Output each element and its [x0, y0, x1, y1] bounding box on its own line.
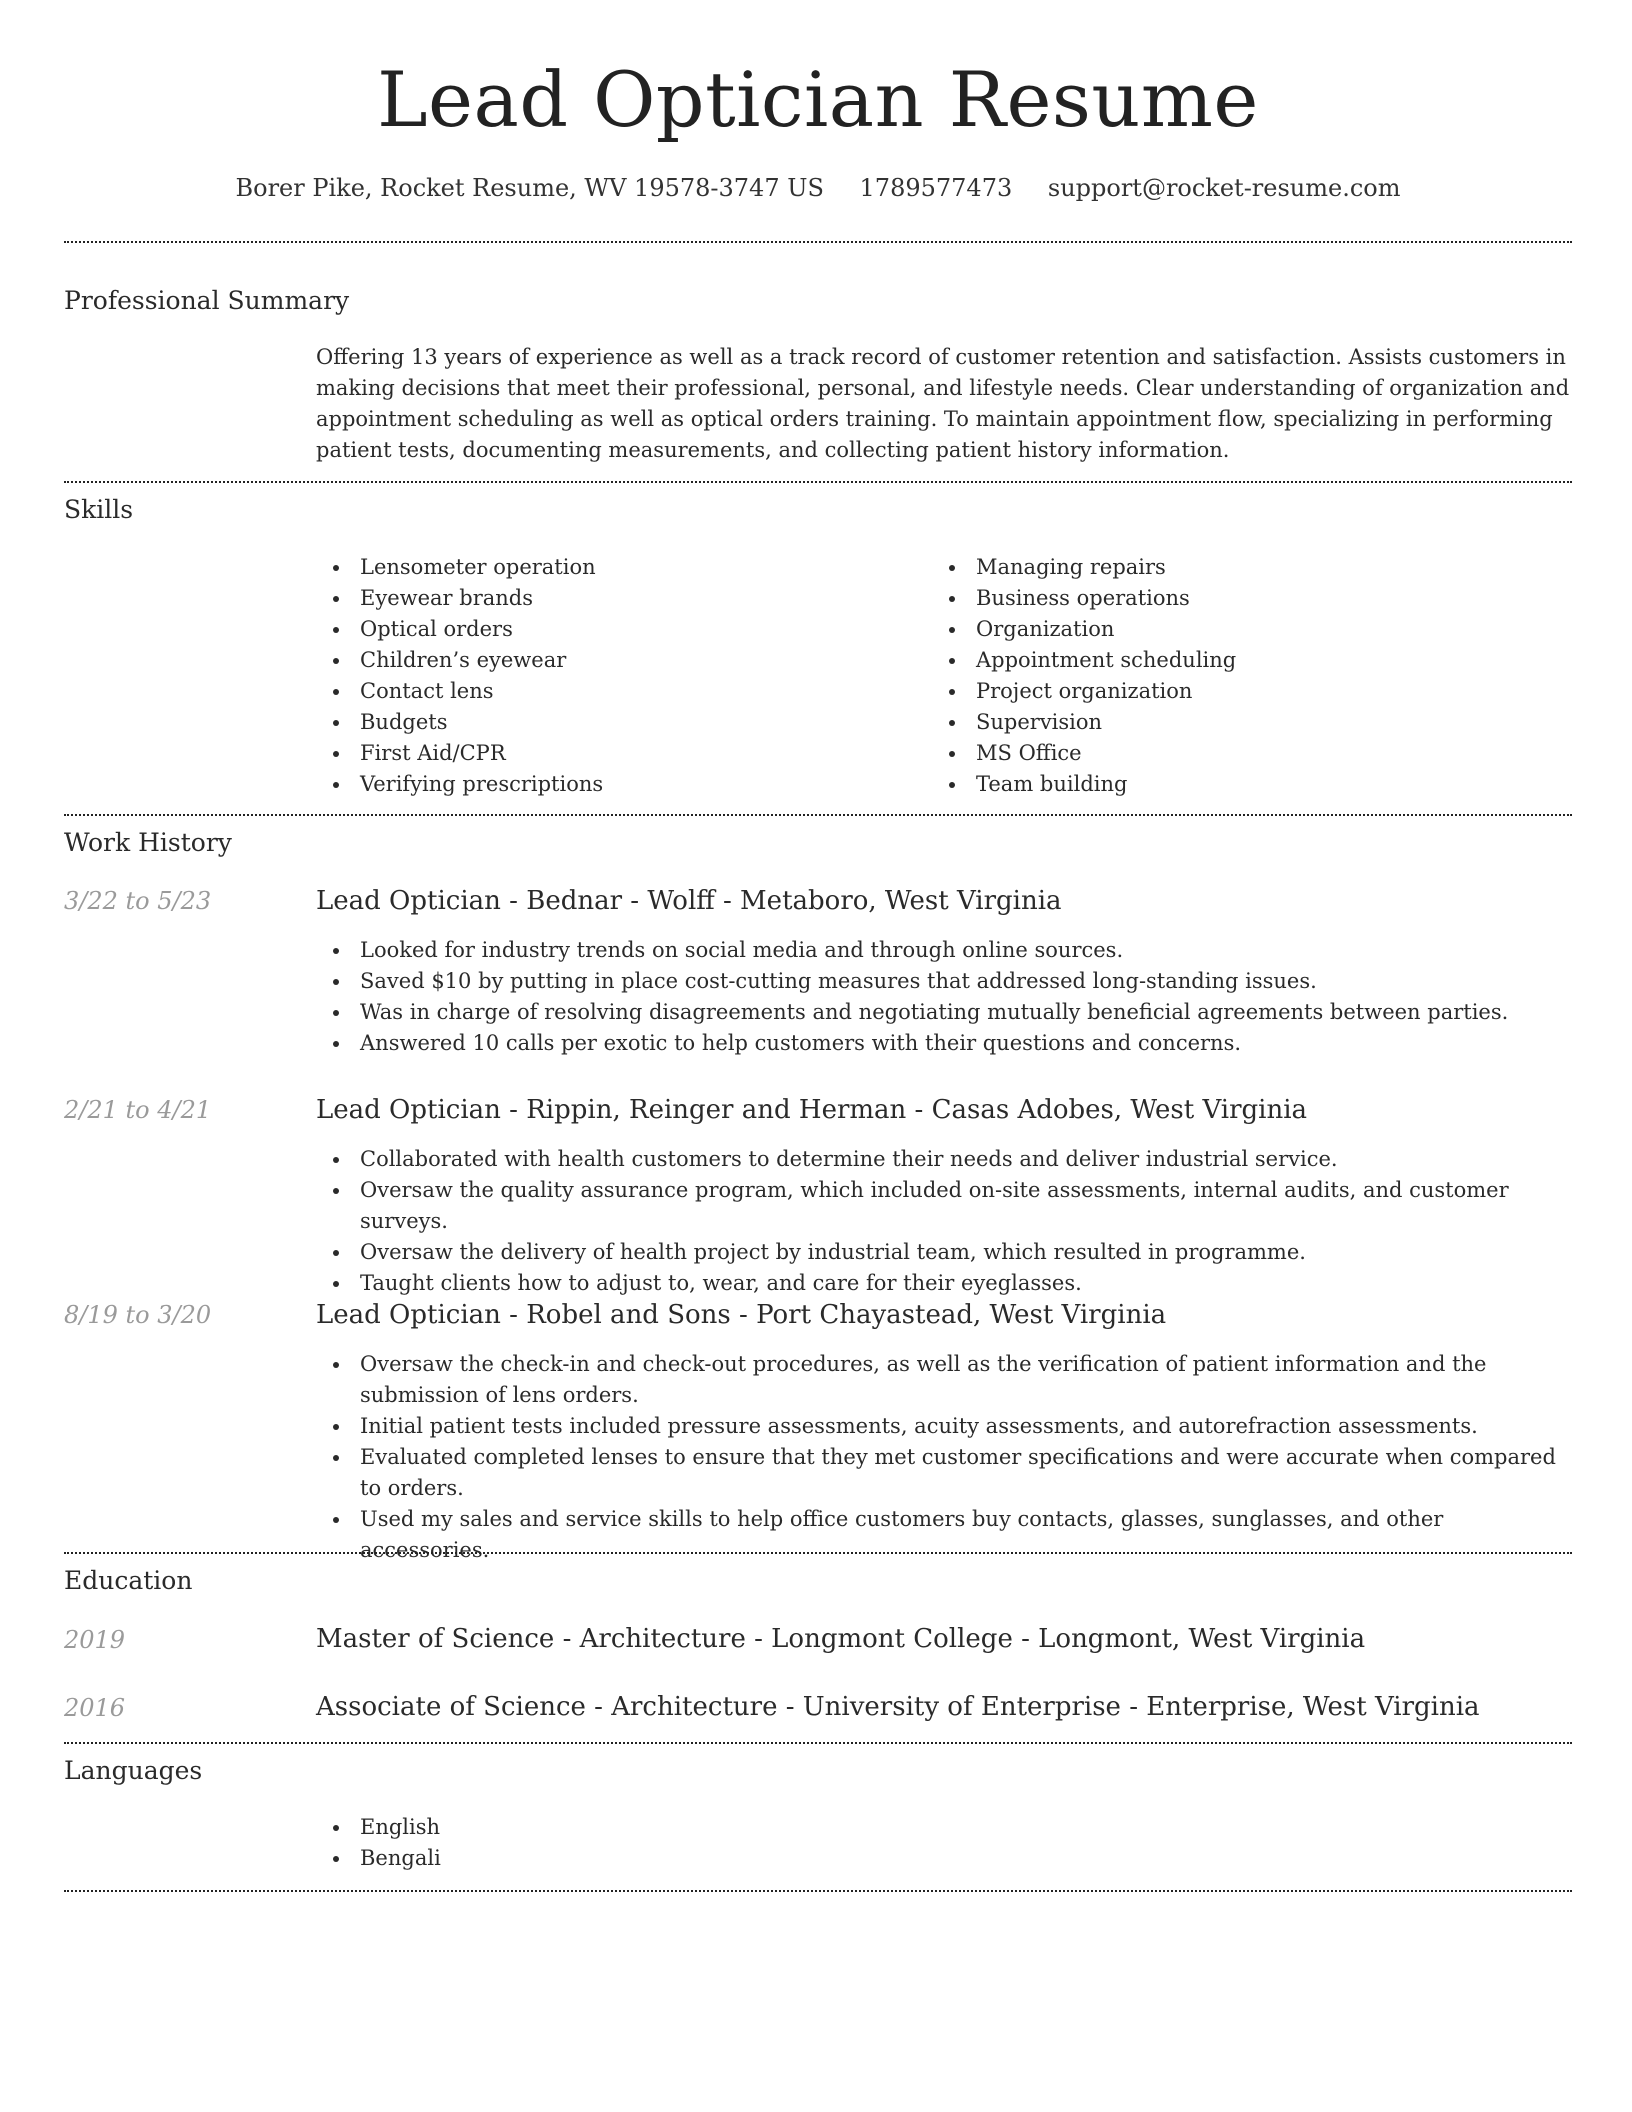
job-duties [316, 935, 1572, 1059]
skill-item: Project organization [932, 676, 1572, 707]
skill-item: Supervision [932, 707, 1572, 738]
divider [64, 814, 1572, 816]
skill-item: Verifying prescriptions [316, 769, 916, 800]
email: support@rocket-resume.com [1047, 174, 1401, 202]
summary-text: Offering 13 years of experience as well as a track record of customer retention and satisfaction. Assists customers in making decisions that meet their professional, personal, and lifestyle needs. Clear understanding of organization and appointment scheduling as well as optical orders training. To maintain appointment flow, specializing in performing patient tests, documenting measurements, and collecting patient history information. [316, 345, 1570, 462]
job-dates: 8/19 to 3/20 [64, 1301, 212, 1329]
job-title: Lead Optician - Bednar - Wolff - Metaboro, West Virginia [316, 886, 1062, 916]
divider [64, 241, 1572, 243]
education-title: Associate of Science - Architecture - University of Enterprise - Enterprise, West Virginia [316, 1692, 1480, 1722]
duty-item: Used my sales and service skills to help office customers buy contacts, glasses, sunglasses, and other accessories. [316, 1504, 1572, 1566]
phone: 1789577473 [859, 174, 1013, 202]
skill-item: Organization [932, 614, 1572, 645]
duty-item: Collaborated with health customers to determine their needs and deliver industrial service. [316, 1144, 1572, 1175]
divider [64, 481, 1572, 483]
duty-item: Was in charge of resolving disagreements and negotiating mutually beneficial agreements between parties. [316, 997, 1572, 1028]
duty-item: Taught clients how to adjust to, wear, and care for their eyeglasses. [316, 1268, 1572, 1299]
job-dates: 2/21 to 4/21 [64, 1096, 212, 1124]
skill-item: Managing repairs [932, 552, 1572, 583]
skills-list-right [932, 552, 1572, 800]
education-title: Master of Science - Architecture - Longmont College - Longmont, West Virginia [316, 1624, 1366, 1654]
job-duties [316, 1349, 1572, 1566]
duty-item: Initial patient tests included pressure assessments, acuity assessments, and autorefraction assessments. [316, 1411, 1572, 1442]
duty-item: Answered 10 calls per exotic to help customers with their questions and concerns. [316, 1028, 1572, 1059]
language-item: English [316, 1812, 1572, 1843]
divider [64, 1742, 1572, 1744]
languages-list [316, 1812, 1572, 1874]
skill-item: Contact lens [316, 676, 916, 707]
skill-item: Team building [932, 769, 1572, 800]
skill-item: Lensometer operation [316, 552, 916, 583]
duty-item: Saved $10 by putting in place cost-cutting measures that addressed long-standing issues. [316, 966, 1572, 997]
skill-item: Optical orders [316, 614, 916, 645]
skill-item: Eyewear brands [316, 583, 916, 614]
duty-item: Oversaw the quality assurance program, which included on-site assessments, internal audits, and customer surveys. [316, 1175, 1572, 1237]
divider [64, 1890, 1572, 1892]
duty-item: Oversaw the delivery of health project by industrial team, which resulted in programme. [316, 1237, 1572, 1268]
skill-item: Business operations [932, 583, 1572, 614]
skill-item: Appointment scheduling [932, 645, 1572, 676]
education-year: 2019 [64, 1626, 126, 1654]
skills-heading: Skills [64, 495, 134, 524]
skill-item: Children’s eyewear [316, 645, 916, 676]
skill-item: MS Office [932, 738, 1572, 769]
languages-heading: Languages [64, 1756, 203, 1785]
divider [64, 1552, 1572, 1554]
job-title: Lead Optician - Rippin, Reinger and Herman - Casas Adobes, West Virginia [316, 1095, 1308, 1125]
duty-item: Oversaw the check-in and check-out procedures, as well as the verification of patient information and the submission of lens orders. [316, 1349, 1572, 1411]
education-heading: Education [64, 1566, 193, 1595]
resume-title: Lead Optician Resume [377, 55, 1259, 144]
language-item: Bengali [316, 1843, 1572, 1874]
education-year: 2016 [64, 1694, 126, 1722]
address: Borer Pike, Rocket Resume, WV 19578-3747 US [235, 174, 824, 202]
contact-line [64, 172, 1572, 204]
duty-item: Evaluated completed lenses to ensure that they met customer specifications and were accurate when compared to orders. [316, 1442, 1572, 1504]
skills-list-left [316, 552, 916, 800]
summary-heading: Professional Summary [64, 286, 350, 315]
duty-item: Looked for industry trends on social media and through online sources. [316, 935, 1572, 966]
work-heading: Work History [64, 828, 232, 857]
skill-item: Budgets [316, 707, 916, 738]
job-title: Lead Optician - Robel and Sons - Port Chayastead, West Virginia [316, 1300, 1167, 1330]
job-dates: 3/22 to 5/23 [64, 887, 212, 915]
job-duties [316, 1144, 1572, 1299]
skill-item: First Aid/CPR [316, 738, 916, 769]
